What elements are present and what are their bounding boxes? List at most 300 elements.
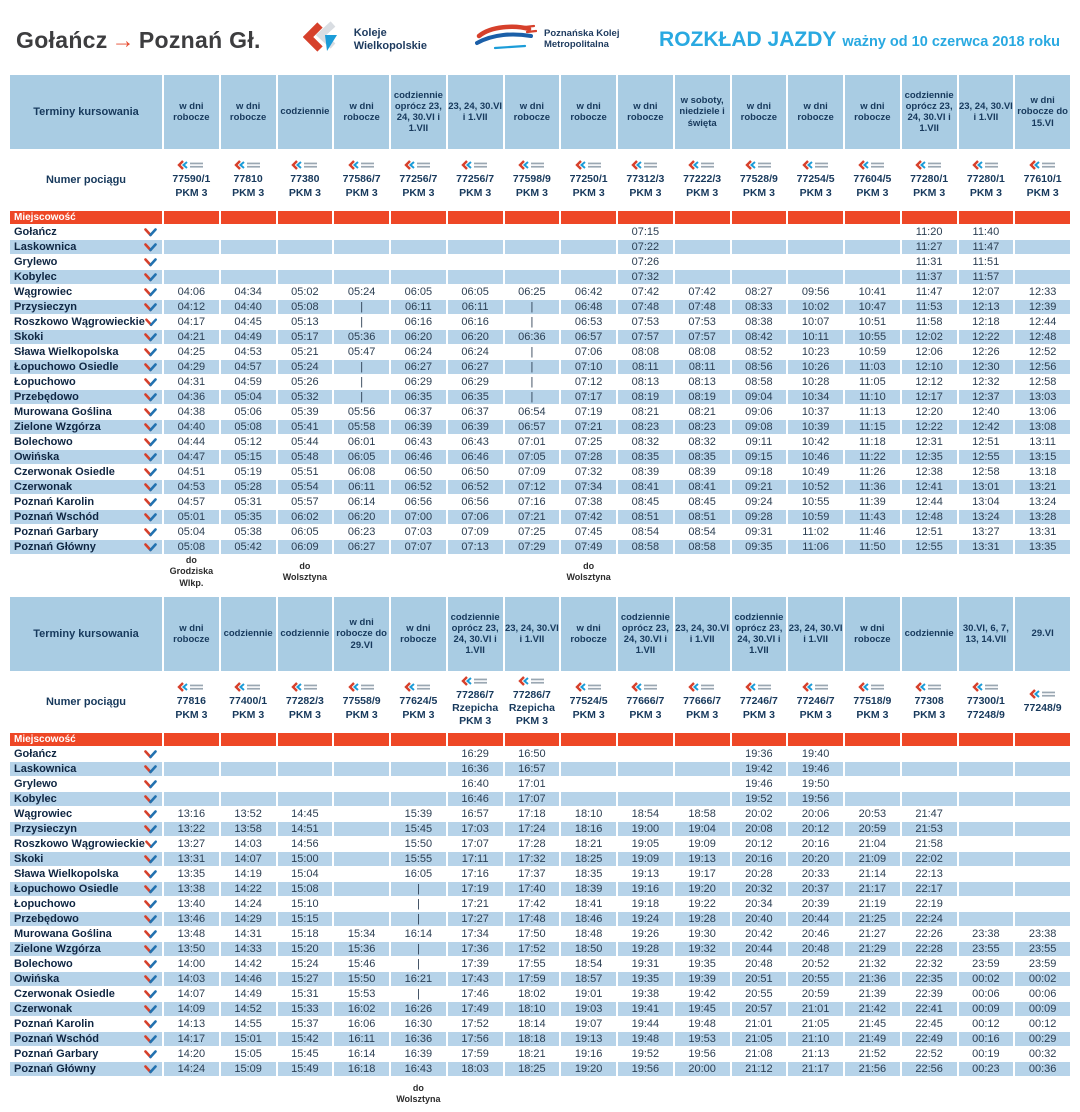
schedule-title-main: ROZKŁAD JAZDY	[659, 28, 837, 51]
time-cell	[959, 747, 1014, 761]
station-name-cell	[10, 420, 162, 434]
time-cell: 07:49	[561, 540, 616, 554]
time-cell: 16:57	[461, 808, 489, 820]
time-cell: 07:53	[631, 316, 660, 328]
time-cell: 13:27	[177, 838, 206, 850]
station-name: Czerwonak Osiedle	[14, 988, 115, 1000]
train-number-cell	[1015, 672, 1070, 732]
time-cell	[561, 240, 616, 254]
time-cell: 20:55	[745, 988, 773, 1000]
time-cell	[561, 777, 616, 791]
train-number-row	[10, 672, 1070, 732]
time-cell: 19:45	[675, 1002, 730, 1016]
time-cell: 19:28	[675, 912, 730, 926]
station-name: Przebędowo	[14, 391, 79, 403]
time-cell	[334, 852, 389, 866]
time-cell: 06:56	[404, 496, 433, 508]
time-cell: 08:58	[745, 376, 773, 388]
time-cell	[561, 255, 616, 269]
time-cell: 12:56	[1015, 360, 1070, 374]
time-cell: 13:35	[1015, 540, 1070, 554]
station-name: Czerwonak	[14, 1003, 73, 1015]
time-cell: |	[391, 912, 446, 926]
schedule-header-cell: w dni robocze	[391, 597, 446, 671]
time-cell	[391, 225, 446, 239]
time-cell: 19:40	[801, 748, 830, 760]
station-chevron-icon	[144, 1020, 157, 1029]
time-cell: 05:32	[278, 390, 333, 404]
station-name-cell	[10, 435, 162, 449]
time-cell	[505, 240, 560, 254]
time-cell: 07:01	[518, 436, 546, 448]
train-brand: PKM 3	[515, 186, 548, 199]
time-cell: 08:21	[688, 406, 716, 418]
footnote-cell: do Grodziska Wlkp.	[169, 555, 214, 588]
time-cell: |	[360, 316, 364, 328]
kw-logo-icon	[857, 682, 887, 692]
time-cell: 12:06	[915, 346, 943, 358]
time-cell	[1015, 240, 1070, 254]
time-cell: 19:31	[631, 958, 660, 970]
station-name: Łopuchowo Osiedle	[14, 361, 119, 373]
time-cell: 04:31	[177, 376, 206, 388]
time-cell: 17:52	[461, 1018, 489, 1030]
time-cell: 19:38	[631, 988, 660, 1000]
time-cell: 16:18	[334, 1062, 389, 1076]
time-cell: 05:06	[234, 406, 262, 418]
schedule-header-row	[10, 75, 1070, 149]
station-row	[10, 330, 1070, 344]
time-cell: 06:11	[448, 300, 503, 314]
time-cell: 08:58	[675, 540, 730, 554]
time-cell: 14:03	[164, 972, 219, 986]
time-cell: 13:21	[1015, 480, 1070, 494]
time-cell: 05:58	[334, 420, 389, 434]
train-brand: PKM 3	[799, 708, 832, 721]
time-cell: 18:35	[574, 868, 603, 880]
schedule-header-cell: w dni robocze	[618, 75, 673, 149]
time-cell: 21:01	[788, 1002, 843, 1016]
station-name-cell	[10, 1047, 162, 1061]
time-cell: 17:32	[505, 852, 560, 866]
time-cell: 19:53	[675, 1032, 730, 1046]
time-cell: 06:53	[574, 316, 603, 328]
time-cell	[788, 255, 843, 269]
time-cell: 06:57	[561, 330, 616, 344]
footnote-cell	[505, 555, 560, 589]
time-cell: 20:37	[788, 882, 843, 896]
station-name-cell	[10, 360, 162, 374]
time-cell: 20:00	[675, 1062, 730, 1076]
train-number: 77400/1	[229, 695, 268, 708]
time-cell: 11:10	[845, 390, 900, 404]
time-cell: 14:55	[234, 1018, 262, 1030]
time-cell: 07:13	[448, 540, 503, 554]
time-cell	[959, 897, 1014, 911]
station-chevron-icon	[144, 855, 157, 864]
station-name-cell	[10, 1062, 162, 1076]
time-cell	[221, 255, 276, 269]
miejscowosc-band	[732, 211, 787, 224]
kw-logo-icon	[403, 682, 433, 692]
station-chevron-icon	[144, 960, 157, 969]
time-cell: 19:42	[688, 988, 716, 1000]
time-cell: 20:53	[858, 808, 887, 820]
time-cell: 11:27	[902, 240, 957, 254]
time-cell: 11:18	[859, 436, 886, 448]
time-cell: 04:12	[164, 300, 219, 314]
time-cell: 17:49	[448, 1002, 503, 1016]
time-cell: 07:48	[675, 300, 730, 314]
time-cell	[788, 225, 843, 239]
footnote-cell	[618, 555, 673, 589]
station-chevron-icon	[144, 258, 157, 267]
time-cell	[334, 777, 389, 791]
time-cell: 05:08	[278, 300, 333, 314]
time-cell: 07:21	[561, 420, 616, 434]
station-row	[10, 867, 1070, 881]
time-cell: 04:38	[177, 406, 206, 418]
footnote-cell	[10, 555, 162, 589]
time-cell: 10:51	[858, 316, 887, 328]
time-cell: 05:21	[291, 346, 319, 358]
station-name: Grylewo	[14, 778, 58, 790]
train-number: 77624/5	[399, 695, 438, 708]
time-cell: 22:02	[902, 852, 957, 866]
time-cell: 21:36	[845, 972, 900, 986]
time-cell: 17:40	[505, 882, 560, 896]
train-number-cell	[391, 150, 446, 210]
time-cell	[561, 225, 616, 239]
time-cell: 05:41	[278, 420, 333, 434]
station-row	[10, 510, 1070, 524]
time-cell: 16:05	[404, 868, 433, 880]
time-cell	[164, 747, 219, 761]
station-name: Sława Wielkopolska	[14, 346, 119, 358]
time-cell: 16:21	[391, 972, 446, 986]
train-brand: PKM 3	[345, 186, 378, 199]
time-cell: 15:50	[404, 838, 433, 850]
time-cell: 11:03	[845, 360, 900, 374]
miejscowosc-band-row	[10, 733, 1070, 746]
time-cell: 04:53	[234, 346, 262, 358]
time-cell: 06:16	[461, 316, 489, 328]
time-cell: 05:08	[221, 420, 276, 434]
train-brand: PKM 3	[913, 186, 946, 199]
kw-logo-icon	[744, 160, 774, 170]
station-row	[10, 1047, 1070, 1061]
time-cell: |	[416, 988, 420, 1000]
station-name: Czerwonak Osiedle	[14, 466, 115, 478]
time-cell: 10:59	[788, 510, 843, 524]
time-cell: 04:45	[234, 316, 262, 328]
train-number: 77248/9	[1023, 701, 1062, 714]
train-brand: PKM 3	[175, 186, 208, 199]
time-cell: 12:44	[1028, 316, 1057, 328]
time-cell: 06:35	[391, 390, 446, 404]
time-cell: 19:42	[732, 762, 787, 776]
time-cell: 06:27	[391, 360, 446, 374]
time-cell: 11:58	[915, 316, 943, 328]
miejscowosc-band	[788, 211, 843, 224]
time-cell: 07:25	[518, 526, 546, 538]
schedule-header-cell: codziennie	[278, 75, 333, 149]
time-cell: 11:53	[902, 300, 957, 314]
time-cell: 19:07	[574, 1018, 603, 1030]
train-brand: PKM 3	[232, 186, 265, 199]
station-name: Wągrowiec	[14, 808, 73, 820]
kw-logo-icon	[630, 682, 660, 692]
time-cell: 05:51	[291, 466, 319, 478]
time-cell: 22:56	[902, 1062, 957, 1076]
time-cell: 08:54	[631, 526, 660, 538]
footnote-cell	[505, 1077, 560, 1111]
schedule-header-cell: codziennie	[278, 597, 333, 671]
time-cell: 14:42	[234, 958, 262, 970]
time-cell: 10:26	[788, 360, 843, 374]
station-chevron-icon	[144, 900, 157, 909]
time-cell: 11:40	[972, 226, 1000, 238]
schedule-header-cell: w dni robocze	[845, 75, 900, 149]
time-cell: 20:12	[745, 838, 773, 850]
time-cell: 18:03	[448, 1062, 503, 1076]
time-cell: 22:26	[915, 928, 943, 940]
time-cell: 22:45	[915, 1018, 943, 1030]
train-number-cell	[1015, 150, 1070, 210]
station-name: Czerwonak	[14, 481, 73, 493]
train-number-cell	[732, 672, 787, 732]
time-cell: 00:02	[1015, 972, 1070, 986]
time-cell: 14:52	[221, 1002, 276, 1016]
time-cell: 07:06	[448, 510, 503, 524]
time-cell	[505, 270, 560, 284]
time-cell: 07:29	[505, 540, 560, 554]
time-cell: |	[530, 376, 534, 388]
time-cell: 11:39	[859, 496, 886, 508]
miejscowosc-band	[221, 211, 276, 224]
station-name: Poznań Główny	[14, 541, 96, 553]
time-cell	[391, 777, 446, 791]
station-chevron-icon	[145, 840, 157, 849]
time-cell: 08:19	[618, 390, 673, 404]
time-cell: 17:34	[461, 928, 489, 940]
time-cell: 14:13	[177, 1018, 206, 1030]
station-name-cell	[10, 777, 162, 791]
schedule-header-cell: w dni robocze	[221, 75, 276, 149]
time-cell: 20:42	[745, 928, 773, 940]
time-cell: 06:50	[461, 466, 489, 478]
footnote-cell	[618, 1077, 673, 1111]
train-brand: PKM 3	[288, 708, 321, 721]
station-row	[10, 792, 1070, 806]
time-cell	[675, 747, 730, 761]
miejscowosc-band	[845, 211, 900, 224]
time-cell	[164, 792, 219, 806]
time-cell: 07:57	[618, 330, 673, 344]
time-cell: 08:33	[732, 300, 787, 314]
time-cell	[732, 255, 787, 269]
time-cell	[959, 792, 1014, 806]
train-brand: PKM 3	[232, 708, 265, 721]
time-cell: 10:59	[858, 346, 887, 358]
time-cell: 12:17	[902, 390, 957, 404]
station-chevron-icon	[144, 243, 157, 252]
time-cell	[561, 762, 616, 776]
time-cell	[959, 777, 1014, 791]
time-cell: 16:40	[461, 778, 489, 790]
time-cell: 19:56	[688, 1048, 716, 1060]
time-cell	[391, 270, 446, 284]
station-chevron-icon	[144, 765, 157, 774]
time-cell: 17:59	[505, 972, 560, 986]
time-cell: 04:44	[177, 436, 206, 448]
time-cell: 07:00	[391, 510, 446, 524]
time-cell: 20:46	[801, 928, 830, 940]
footnote-cell	[10, 1077, 162, 1111]
time-cell: 09:18	[745, 466, 773, 478]
schedule-header-cell: codziennie oprócz 23, 24, 30.VI i 1.VII	[902, 75, 957, 149]
time-cell: 20:39	[801, 898, 830, 910]
time-cell: 10:07	[801, 316, 830, 328]
time-cell: 10:55	[845, 330, 900, 344]
time-cell: 17:42	[518, 898, 546, 910]
route-arrow-icon: →	[111, 26, 135, 53]
time-cell	[278, 747, 333, 761]
time-cell: 21:53	[902, 822, 957, 836]
time-cell: 13:15	[1015, 450, 1070, 464]
time-cell	[845, 762, 900, 776]
footnote-cell	[334, 555, 389, 589]
time-cell	[675, 225, 730, 239]
miejscowosc-label: Miejscowość	[10, 211, 162, 224]
time-cell: 14:24	[164, 1062, 219, 1076]
time-cell	[618, 792, 673, 806]
time-cell: 05:04	[221, 390, 276, 404]
time-cell: 08:41	[675, 480, 730, 494]
station-chevron-icon	[144, 825, 157, 834]
time-cell: 15:00	[278, 852, 333, 866]
time-cell: 05:36	[334, 330, 389, 344]
time-cell: 21:52	[858, 1048, 887, 1060]
time-cell: 13:31	[1028, 526, 1057, 538]
time-cell: 19:28	[618, 942, 673, 956]
time-cell: 19:00	[618, 822, 673, 836]
time-cell: 10:55	[801, 496, 830, 508]
time-cell: 07:32	[574, 466, 603, 478]
train-number: 77300/1	[966, 695, 1005, 708]
time-cell: 07:22	[618, 240, 673, 254]
station-name: Murowana Goślina	[14, 928, 112, 940]
time-cell: 05:42	[221, 540, 276, 554]
time-cell: 08:21	[631, 406, 660, 418]
time-cell: 20:40	[732, 912, 787, 926]
time-cell: 18:25	[561, 852, 616, 866]
time-cell: 15:09	[221, 1062, 276, 1076]
time-cell: 07:17	[561, 390, 616, 404]
time-cell: 10:02	[788, 300, 843, 314]
time-cell: 06:29	[404, 376, 433, 388]
time-cell	[278, 792, 333, 806]
kw-logo-icon	[176, 682, 206, 692]
time-cell: 17:36	[448, 942, 503, 956]
station-chevron-icon	[144, 498, 157, 507]
miejscowosc-band	[675, 211, 730, 224]
station-chevron-icon	[144, 990, 157, 999]
time-cell	[561, 270, 616, 284]
time-cell: 21:39	[858, 988, 887, 1000]
time-cell: |	[505, 360, 560, 374]
time-cell: 06:43	[461, 436, 489, 448]
miejscowosc-band	[164, 733, 219, 746]
time-cell: 09:28	[732, 510, 787, 524]
train-number-cell	[902, 150, 957, 210]
time-cell: 07:25	[574, 436, 603, 448]
time-cell	[221, 777, 276, 791]
time-cell	[334, 867, 389, 881]
time-cell: 05:24	[278, 360, 333, 374]
station-name: Wągrowiec	[14, 286, 73, 298]
time-cell: 19:01	[574, 988, 603, 1000]
terminy-kursowania-header: Terminy kursowania	[10, 75, 162, 149]
footnote-cell	[1015, 1077, 1070, 1111]
station-name: Przysieczyn	[14, 301, 77, 313]
time-cell: 16:30	[404, 1018, 433, 1030]
time-cell: 19:52	[732, 792, 787, 806]
time-cell: 20:59	[801, 988, 830, 1000]
time-cell: 06:05	[404, 286, 433, 298]
train-number-cell	[221, 672, 276, 732]
time-cell: 19:17	[688, 868, 716, 880]
train-number: 77528/9	[739, 173, 778, 186]
time-cell: 13:24	[959, 510, 1014, 524]
time-cell: 13:31	[164, 852, 219, 866]
time-cell: 07:03	[404, 526, 433, 538]
time-cell: 15:49	[278, 1062, 333, 1076]
time-cell	[1015, 792, 1070, 806]
time-cell: 12:32	[972, 376, 1000, 388]
time-cell: 04:06	[177, 286, 206, 298]
train-number: 77312/3	[626, 173, 665, 186]
time-cell: 14:19	[234, 868, 262, 880]
station-name-cell	[10, 987, 162, 1001]
time-cell: 18:21	[574, 838, 603, 850]
station-chevron-icon	[144, 750, 157, 759]
time-cell: 15:55	[391, 852, 446, 866]
time-cell: 13:08	[1015, 420, 1070, 434]
train-brand: PKM 3	[1026, 186, 1059, 199]
time-cell: 12:48	[1015, 330, 1070, 344]
time-cell: 12:58	[1028, 376, 1057, 388]
time-cell: 06:27	[448, 360, 503, 374]
train-brand: PKM 3	[742, 708, 775, 721]
train-number: 77518/9	[853, 695, 892, 708]
time-cell: |	[334, 360, 389, 374]
time-cell: 06:11	[334, 480, 389, 494]
schedule-header-cell: w dni robocze do 29.VI	[334, 597, 389, 671]
time-cell: 19:32	[675, 942, 730, 956]
station-chevron-icon	[144, 408, 157, 417]
time-cell: 04:57	[221, 360, 276, 374]
train-number-cell	[845, 672, 900, 732]
time-cell: 17:01	[518, 778, 546, 790]
time-cell: 12:30	[959, 360, 1014, 374]
time-cell: 00:23	[959, 1062, 1014, 1076]
time-cell: 21:56	[845, 1062, 900, 1076]
time-cell: 07:16	[518, 496, 546, 508]
miejscowosc-band	[278, 211, 333, 224]
station-chevron-icon	[144, 483, 157, 492]
time-cell: 08:39	[631, 466, 660, 478]
